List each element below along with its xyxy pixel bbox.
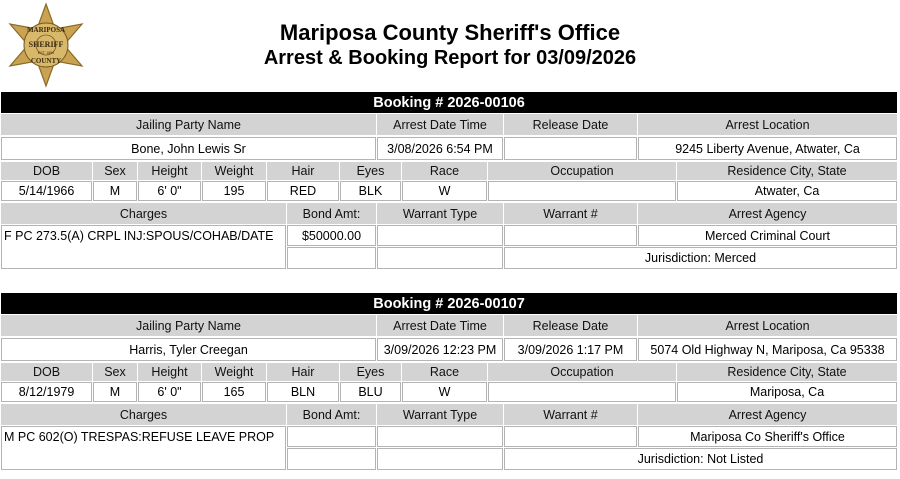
residence-value: Mariposa, Ca xyxy=(677,382,897,402)
height-value: 6' 0" xyxy=(138,382,201,402)
arrest-date-time-header: Arrest Date Time xyxy=(377,315,503,336)
race-header: Race xyxy=(402,162,487,180)
hair-value: RED xyxy=(267,181,339,201)
dob-header: DOB xyxy=(1,363,92,381)
jurisdiction-value: Jurisdiction: Merced xyxy=(504,247,897,269)
sex-header: Sex xyxy=(93,162,137,180)
hair-header: Hair xyxy=(267,162,339,180)
jailing-party-name: Harris, Tyler Creegan xyxy=(1,338,376,361)
jailing-party-name-header: Jailing Party Name xyxy=(1,315,376,336)
arrest-location-header: Arrest Location xyxy=(638,315,897,336)
height-header: Height xyxy=(138,162,201,180)
charges-header: Charges xyxy=(1,404,286,425)
badge-small-text: EST. 1850 xyxy=(37,51,55,55)
arrest-agency-header: Arrest Agency xyxy=(638,203,897,224)
eyes-header: Eyes xyxy=(340,162,401,180)
warrant-number-value xyxy=(504,426,637,447)
residence-header: Residence City, State xyxy=(677,363,897,381)
occupation-value xyxy=(488,181,676,201)
warrant-number-header: Warrant # xyxy=(504,404,637,425)
booking-number-bar: Booking # 2026-00106 xyxy=(1,92,897,113)
warrant-type-header: Warrant Type xyxy=(377,404,503,425)
bond-amt-header: Bond Amt: xyxy=(287,404,376,425)
arrest-agency-value: Merced Criminal Court xyxy=(638,225,897,246)
weight-header: Weight xyxy=(202,363,266,381)
booking-record xyxy=(1,92,897,270)
arrest-agency-value: Mariposa Co Sheriff's Office xyxy=(638,426,897,447)
eyes-value: BLU xyxy=(340,382,401,402)
release-date-header: Release Date xyxy=(504,315,637,336)
bond-amt-value xyxy=(287,426,376,447)
agency-title: Mariposa County Sheriff's Office xyxy=(279,20,621,45)
weight-value: 165 xyxy=(202,382,266,402)
bond-amt-empty xyxy=(287,247,376,269)
badge-bottom-text: COUNTY xyxy=(30,57,62,65)
warrant-type-header: Warrant Type xyxy=(377,203,503,224)
residence-header: Residence City, State xyxy=(677,162,897,180)
warrant-type-value xyxy=(377,426,503,447)
occupation-header: Occupation xyxy=(488,162,676,180)
sheriff-badge-logo xyxy=(2,2,90,88)
charges-header: Charges xyxy=(1,203,286,224)
badge-middle-text: SHERIFF xyxy=(28,40,64,49)
arrest-date-time-header: Arrest Date Time xyxy=(377,114,503,135)
jailing-party-name-header: Jailing Party Name xyxy=(1,114,376,135)
arrest-agency-header: Arrest Agency xyxy=(638,404,897,425)
bond-amt-header: Bond Amt: xyxy=(287,203,376,224)
eyes-header: Eyes xyxy=(340,363,401,381)
release-date xyxy=(504,137,637,160)
booking-record xyxy=(1,293,897,471)
sex-header: Sex xyxy=(93,363,137,381)
release-date: 3/09/2026 1:17 PM xyxy=(504,338,637,361)
arrest-location: 5074 Old Highway N, Mariposa, Ca 95338 xyxy=(638,338,897,361)
jailing-party-name: Bone, John Lewis Sr xyxy=(1,137,376,160)
dob-header: DOB xyxy=(1,162,92,180)
booking-number-bar: Booking # 2026-00107 xyxy=(1,293,897,314)
arrest-location: 9245 Liberty Avenue, Atwater, Ca xyxy=(638,137,897,160)
race-value: W xyxy=(402,382,487,402)
residence-value: Atwater, Ca xyxy=(677,181,897,201)
jurisdiction-value: Jurisdiction: Not Listed xyxy=(504,448,897,470)
warrant-number-value xyxy=(504,225,637,246)
race-header: Race xyxy=(402,363,487,381)
sex-value: M xyxy=(93,181,137,201)
occupation-header: Occupation xyxy=(488,363,676,381)
bond-amt-value: $50000.00 xyxy=(287,225,376,246)
warrant-type-value xyxy=(377,225,503,246)
weight-header: Weight xyxy=(202,162,266,180)
warrant-number-header: Warrant # xyxy=(504,203,637,224)
height-header: Height xyxy=(138,363,201,381)
release-date-header: Release Date xyxy=(504,114,637,135)
badge-top-text: MARIPOSA xyxy=(26,26,66,34)
arrest-date-time: 3/08/2026 6:54 PM xyxy=(377,137,503,160)
eyes-value: BLK xyxy=(340,181,401,201)
sex-value: M xyxy=(93,382,137,402)
hair-header: Hair xyxy=(267,363,339,381)
dob-value: 8/12/1979 xyxy=(1,382,92,402)
warrant-type-empty xyxy=(377,448,503,470)
occupation-value xyxy=(488,382,676,402)
hair-value: BLN xyxy=(267,382,339,402)
race-value: W xyxy=(402,181,487,201)
charge-value: M PC 602(O) TRESPAS:REFUSE LEAVE PROP xyxy=(1,426,286,470)
height-value: 6' 0" xyxy=(138,181,201,201)
weight-value: 195 xyxy=(202,181,266,201)
charge-value: F PC 273.5(A) CRPL INJ:SPOUS/COHAB/DATE xyxy=(1,225,286,269)
report-title: Arrest & Booking Report for 03/09/2026 xyxy=(263,47,637,69)
dob-value: 5/14/1966 xyxy=(1,181,92,201)
bond-amt-empty xyxy=(287,448,376,470)
arrest-date-time: 3/09/2026 12:23 PM xyxy=(377,338,503,361)
arrest-location-header: Arrest Location xyxy=(638,114,897,135)
warrant-type-empty xyxy=(377,247,503,269)
